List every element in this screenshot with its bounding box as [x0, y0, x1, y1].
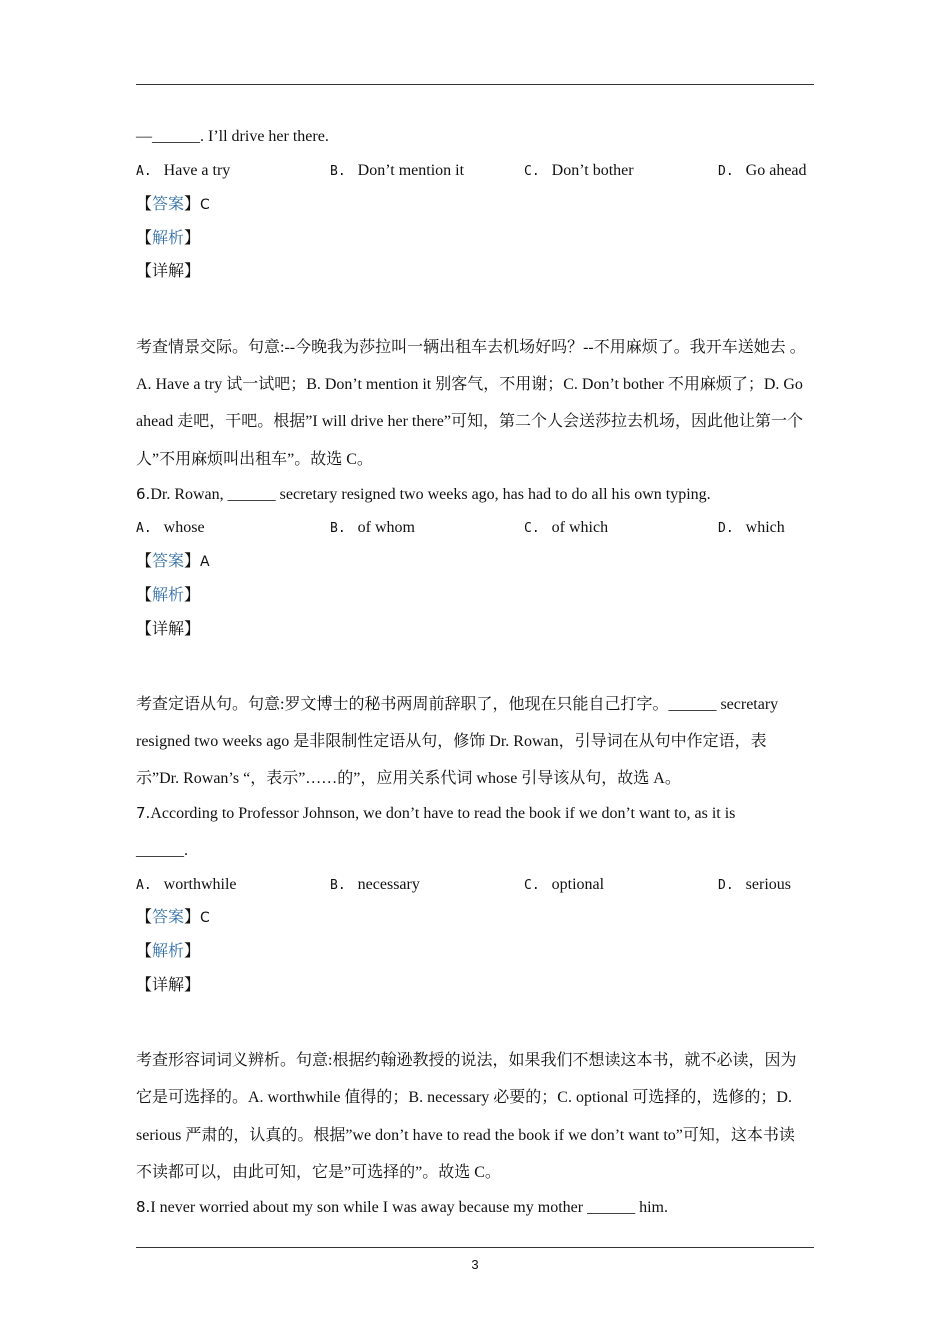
q7-option-d: D. serious: [718, 876, 791, 893]
q7-stem-continued: ______.: [136, 842, 188, 859]
q6-option-b: B. of whom: [330, 519, 415, 536]
q7-option-b: B. necessary: [330, 876, 420, 893]
footer-rule: [136, 1247, 814, 1248]
page-number: 3: [471, 1257, 479, 1272]
q6-options: [136, 518, 826, 538]
q7-option-c: C. optional: [524, 876, 605, 893]
q5-explanation-line: A. Have a try 试一试吧；B. Don’t mention it 别客气，不用谢；C. Don’t bother 不用麻烦了；D. Go: [136, 376, 803, 393]
q7-options: [136, 875, 826, 895]
q7-analysis-label: 【解析】: [136, 943, 201, 960]
q7-explanation-line: serious 严肃的，认真的。根据”we don’t have to read the book if we don’t want to”可知，这本书读: [136, 1127, 795, 1144]
q5-stem: —______. I’ll drive her there.: [136, 128, 329, 145]
q5-answer: 【答案】C: [136, 196, 210, 213]
q6-explanation-line: 示”Dr. Rowan’s “，表示”……的”，应用关系代词 whose 引导该从句，故选 A。: [136, 770, 681, 787]
q5-explanation-line: 人”不用麻烦叫出租车”。故选 C。: [136, 451, 373, 468]
q7-explanation-line: 它是可选择的。A. worthwhile 值得的；B. necessary 必要的；C. optional 可选择的，选修的；D.: [136, 1089, 792, 1106]
q5-option-c: C. Don’t bother: [524, 162, 634, 179]
q7-explanation-line: 不读都可以，由此可知，它是”可选择的”。故选 C。: [136, 1164, 501, 1181]
q7-stem: 7.According to Professor Johnson, we don’t have to read the book if we don’t want to, as it is: [136, 804, 736, 822]
q5-explanation-line: ahead 走吧，干吧。根据”I will drive her there”可知，第二个人会送莎拉去机场，因此他让第一个: [136, 413, 804, 430]
q6-stem: 6.Dr. Rowan, ______ secretary resigned two weeks ago, has had to do all his own typing.: [136, 485, 711, 503]
q8-stem: 8.I never worried about my son while I was away because my mother ______ him.: [136, 1198, 668, 1216]
q6-detail-label: 【详解】: [136, 621, 201, 638]
q6-explanation-line: 考查定语从句。句意:罗文博士的秘书两周前辞职了，他现在只能自己打字。______ secretary: [136, 696, 779, 713]
q6-answer: 【答案】A: [136, 553, 210, 570]
q7-answer: 【答案】C: [136, 909, 210, 926]
q6-option-d: D. which: [718, 519, 785, 536]
header-rule: [136, 84, 814, 85]
q5-explanation-line: 考查情景交际。句意:--今晚我为莎拉叫一辆出租车去机场好吗？--不用麻烦了。我开车送她去 。: [136, 339, 806, 356]
q7-option-a: A. worthwhile: [136, 876, 237, 893]
q6-explanation-line: resigned two weeks ago 是非限制性定语从句，修饰 Dr. Rowan，引导词在从句中作定语，表: [136, 733, 767, 750]
q7-explanation-line: 考查形容词词义辨析。句意:根据约翰逊教授的说法，如果我们不想读这本书，就不必读，因为: [136, 1052, 797, 1069]
q5-analysis-label: 【解析】: [136, 230, 201, 247]
q5-option-d: D. Go ahead: [718, 162, 807, 179]
q5-option-a: A. Have a try: [136, 162, 231, 179]
q5-detail-label: 【详解】: [136, 263, 201, 280]
q7-detail-label: 【详解】: [136, 977, 201, 994]
q6-option-a: A. whose: [136, 519, 205, 536]
q6-analysis-label: 【解析】: [136, 587, 201, 604]
q6-option-c: C. of which: [524, 519, 609, 536]
q5-options: [136, 161, 826, 181]
q5-option-b: B. Don’t mention it: [330, 162, 465, 179]
